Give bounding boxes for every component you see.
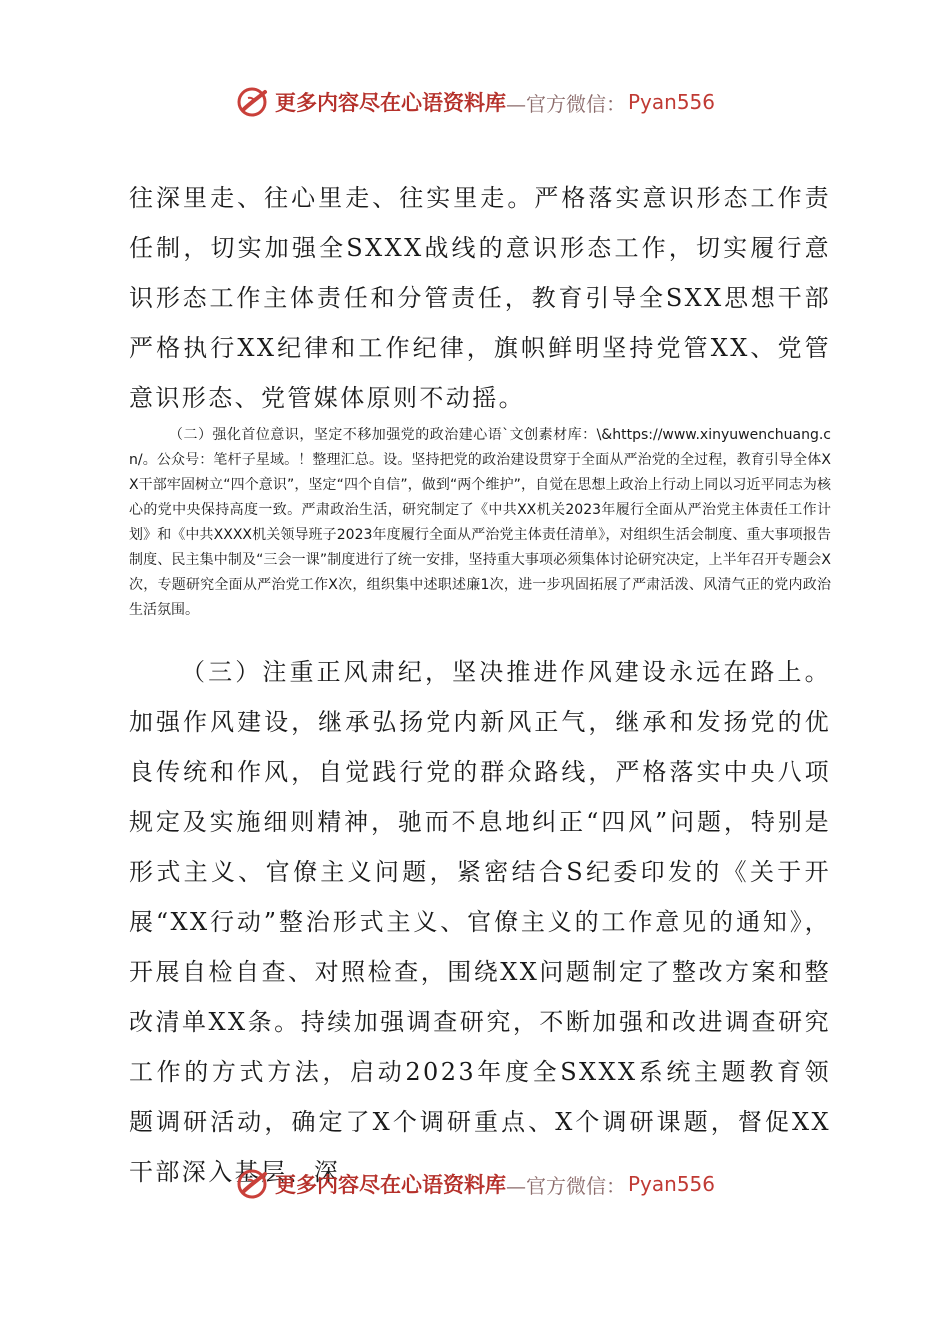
paragraph-section-two: （二）强化首位意识，坚定不移加强党的政治建心语`文创素材库：\&https://www.xinyuwenchuang.cn/。公众号：笔杆子星域。！整理汇总。设。坚持把党的政治建设贯穿于全面从严治党的全过程，教育引导全体XX干部牢固树立“四个意识”，坚定“四个自信”，做到“两个维护”，自觉在思想上政治上行动上同以习近平同志为核心的党中央保持高度一致。严肃政治生活，研究制定了《中共XX机关2023年履行全面从严治党主体责任工作计划》和《中共XXXX机关领导班子2023年度履行全面从严治党主体责任清单》，对组织生活会制度、重大事项报告制度、民主集中制及“三会一课”制度进行了统一安排，坚持重大事项必须集体讨论研究决定，上半年召开专题会X次，专题研究全面从严治党工作X次，组织集中述职述廉1次，进一步巩固拓展了严肃活泼、风清气正的党内政治生活氛围。 bbox=[129, 427, 831, 618]
footer-banner bbox=[0, 1164, 950, 1204]
banner-wechat-id: Pyan556 bbox=[627, 90, 715, 114]
paragraph-section-three: （三）注重正风肃纪，坚决推进作风建设永远在路上。加强作风建设，继承弘扬党内新风正气，继承和发扬党的优良传统和作风，自觉践行党的群众路线，严格落实中央八项规定及实施细则精神，驰而不息地纠正“四风”问题，特别是形式主义、官僚主义问题，紧密结合S纪委印发的《关于开展“XX行动”整治形式主义、官僚主义的工作意见的通知》，开展自检自查、对照检查，围绕XX问题制定了整改方案和整改清单XX条。持续加强调查研究，不断加强和改进调查研究工作的方式方法，启动2023年度全SXXX系统主题教育领题调研活动，确定了X个调研重点、X个调研课题，督促XX干部深入基层、深 bbox=[129, 658, 831, 1186]
banner-brand-text: 更多内容尽在心语资料库 bbox=[274, 1172, 506, 1197]
banner-official-label: —官方微信： bbox=[505, 1173, 626, 1198]
banner-official-label: —官方微信： bbox=[505, 91, 626, 116]
paragraph-intro-continuation: 往深里走、往心里走、往实里走。严格落实意识形态工作责任制，切实加强全SXXX战线的意识形态工作，切实履行意识形态工作主体责任和分管责任，教育引导全SXX思想干部严格执行XX纪律和工作纪律，旗帜鲜明坚持党管XX、党管意识形态、党管媒体原则不动摇。 bbox=[129, 184, 831, 412]
banner-wechat-id: Pyan556 bbox=[627, 1172, 715, 1196]
ink-brush-logo-icon bbox=[235, 1166, 271, 1202]
banner-brand-text: 更多内容尽在心语资料库 bbox=[274, 90, 506, 115]
ink-brush-logo-icon bbox=[235, 84, 271, 120]
header-banner bbox=[0, 82, 950, 122]
